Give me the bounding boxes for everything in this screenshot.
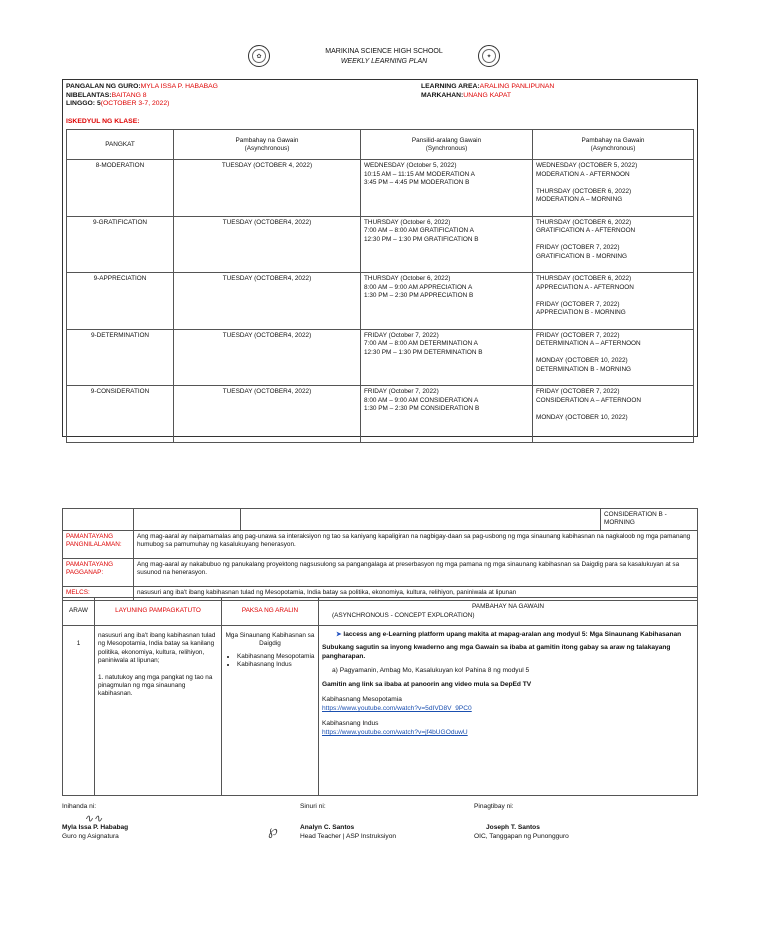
col-home-sync: Pambahay na Gawain (Asynchronous): [174, 130, 361, 160]
col-class-sync: Pansilid-aralang Gawain (Synchronous): [361, 130, 533, 160]
noter-name: Joseph T. Santos: [486, 824, 540, 831]
activities-table: [62, 597, 698, 796]
performance-standard-label: PAMANTAYANG PAGGANAP:: [63, 558, 134, 586]
activity-cell: ➤ Iaccess ang e-Learning platform upang makita at mapag-aralan ang modyul 5: Mga Sinaunang Kabihasanan Subukang sagutin sa inyong kwaderno ang mga Gawain sa ibaba at gamitin itong gabay sa araw ng talakayang pangharapan. a) Pagyamanin, Ambag Mo, Kasalukuyan ko! Pahina 8 ng modyul 5 Gamitin ang link sa ibaba at panoorin ang video mula sa DepEd TV Kabihasnang Mesopotamia https://www.youtube.com/watch?v=5dIVD8V_9PC0 Kabihasnang Indus https://www.youtube.com/watch?v=jf4bUGOduwU: [319, 626, 698, 796]
lesson-plan-table: [62, 508, 698, 601]
school-seal-left-icon: ✿: [248, 45, 270, 67]
section-name: 9-APPRECIATION: [67, 273, 174, 330]
learning-area: ARALING PANLIPUNAN: [479, 83, 555, 90]
home-async-times: WEDNESDAY (OCTOBER 5, 2022) MODERATION A - AFTERNOON THURSDAY (OCTOBER 6, 2022) MODERATION A – MORNING: [533, 160, 694, 217]
col-objective: LAYUNING PAMPAGKATUTO: [95, 598, 222, 626]
teacher-info: PANGALAN NG GURO:MYLA ISSA P. HABABAG NIBELANTAS:BAITANG 8 LINGGO: 5(OCTOBER 3-7, 2022): [66, 83, 218, 108]
grade-level: BAITANG 8: [111, 91, 147, 99]
day-number: 1: [63, 626, 95, 796]
section-name: 9-DETERMINATION: [67, 329, 174, 386]
class-sync-times: WEDNESDAY (October 5, 2022) 10:15 AM – 11:15 AM MODERATION A 3:45 PM – 4:45 PM MODERATION B: [361, 160, 533, 217]
indus-video-link[interactable]: https://www.youtube.com/watch?v=jf4bUGOduwU: [322, 729, 468, 736]
checked-by: Sinuri ni: Analyn C. Santos Head Teacher | ASP Instruksiyon: [300, 803, 397, 840]
checker-name: Analyn C. Santos: [300, 824, 355, 831]
home-sync-date: TUESDAY (OCTOBER4, 2022): [174, 216, 361, 273]
schedule-row: [67, 216, 694, 273]
home-sync-date: TUESDAY (OCTOBER4, 2022): [174, 386, 361, 443]
class-sync-times: FRIDAY (October 7, 2022) 8:00 AM – 9:00 AM CONSIDERATION A 1:30 PM – 2:30 PM CONSIDERATION B: [361, 386, 533, 443]
col-section: PANGKAT: [67, 130, 174, 160]
schedule-row: [67, 273, 694, 330]
home-async-times: THURSDAY (OCTOBER 6, 2022) APPRECIATION A - AFTERNOON FRIDAY (OCTOBER 7, 2022) APPRECIATION B - MORNING: [533, 273, 694, 330]
home-async-times: THURSDAY (OCTOBER 6, 2022) GRATIFICATION A - AFTERNOON FRIDAY (OCTOBER 7, 2022) GRATIFICATION B - MORNING: [533, 216, 694, 273]
melcs-label: MELCS:: [63, 586, 134, 600]
week-dates: (OCTOBER 3-7, 2022): [100, 100, 170, 108]
schedule-box: [62, 79, 698, 437]
objectives-cell: nasusuri ang iba't ibang kabihasnan tulad ng Mesopotamia, India batay sa kanilang politika, ekonomiya, kultura, relihiyon, paniniwala at lipunan; 1. natutukoy ang mga pangkat ng tao na pinagmulan ng mga sinaunang kabihasnan.: [95, 626, 222, 796]
home-async-times: FRIDAY (OCTOBER 7, 2022) CONSIDERATION A – AFTERNOON MONDAY (OCTOBER 10, 2022): [533, 386, 694, 443]
col-activity: PAMBAHAY NA GAWAIN (ASYNCHRONOUS - CONCEPT EXPLORATION): [319, 598, 698, 626]
home-async-times: FRIDAY (OCTOBER 7, 2022) DETERMINATION A – AFTERNOON MONDAY (OCTOBER 10, 2022) DETERMINATION B - MORNING: [533, 329, 694, 386]
teacher-name: MYLA ISSA P. HABABAG: [140, 83, 218, 90]
schedule-row: [67, 329, 694, 386]
col-home-async: Pambahay na Gawain (Asynchronous): [533, 130, 694, 160]
schedule-row: [67, 386, 694, 443]
topic-cell: Mga Sinaunang Kabihasnan sa Daigdig • Kabihasnang Mesopotamia • Kabihasnang Indus: [222, 626, 319, 796]
performance-standard: Ang mag-aaral ay nakabubuo ng panukalang proyektong nagsusulong sa pangangalaga at preserbasyon ng mga pamana ng mga sinaunang kabihasnan sa Daigdig para sa kasalukuyan at sa susunod na henerasyon.: [134, 558, 698, 586]
noted-by: Pinagtibay ni: Joseph T. Santos OIC, Tanggapan ng Punongguro: [474, 803, 569, 840]
signature-scribble-icon-2: ℘: [268, 822, 278, 838]
mesopotamia-video-link[interactable]: https://www.youtube.com/watch?v=5dIVD8V_9PC0: [322, 705, 472, 712]
col-topic: PAKSA NG ARALIN: [222, 598, 319, 626]
home-sync-date: TUESDAY (OCTOBER 4, 2022): [174, 160, 361, 217]
prepared-by: Inihanda ni: Myla Issa P. Hababag Guro ng Asignatura: [62, 803, 129, 840]
preparer-name: Myla Issa P. Hababag: [62, 824, 129, 831]
school-name: MARIKINA SCIENCE HIGH SCHOOL: [325, 48, 443, 55]
topic-list: • Kabihasnang Mesopotamia • Kabihasnang Indus: [225, 653, 315, 670]
schedule-row: [67, 160, 694, 217]
class-sync-times: THURSDAY (October 6, 2022) 8:00 AM – 9:00 AM APPRECIATION A 1:30 PM – 2:30 PM APPRECIATION B: [361, 273, 533, 330]
quarter: UNANG KAPAT: [463, 91, 512, 99]
class-sync-times: FRIDAY (October 7, 2022) 7:00 AM – 8:00 AM DETERMINATION A 12:30 PM – 1:30 PM DETERMINATION B: [361, 329, 533, 386]
section-name: 9-CONSIDERATION: [67, 386, 174, 443]
signature-scribble-icon: ∿∿: [84, 813, 103, 825]
home-sync-date: TUESDAY (OCTOBER4, 2022): [174, 273, 361, 330]
class-sync-times: THURSDAY (October 6, 2022) 7:00 AM – 8:00 AM GRATIFICATION A 12:30 PM – 1:30 PM GRATIFICATION B: [361, 216, 533, 273]
subject-info: LEARNING AREA:ARALING PANLIPUNAN MARKAHAN:UNANG KAPAT: [421, 83, 555, 99]
section-name: 9-GRATIFICATION: [67, 216, 174, 273]
pointer-icon: ➤: [336, 631, 344, 638]
content-standard: Ang mag-aaral ay naipamamalas ang pag-unawa sa interaksiyon ng tao sa kaniyang kapaligiran na nagbigay-daan sa pag-usbong ng mga sinaunang kabihasnan na nagkaloob ng mga pamanang humubog sa pamumuhay ng kasalukuyang henerasyon.: [134, 530, 698, 558]
col-day: ARAW: [63, 598, 95, 626]
schedule-label: ISKEDYUL NG KLASE:: [66, 118, 140, 125]
plan-title: WEEKLY LEARNING PLAN: [340, 58, 428, 65]
home-sync-date: TUESDAY (OCTOBER4, 2022): [174, 329, 361, 386]
content-standard-label: PAMANTAYANG PANGNILALAMAN:: [63, 530, 134, 558]
school-seal-right-icon: ✦: [478, 45, 500, 67]
section-name: 8-MODERATION: [67, 160, 174, 217]
document-header: [0, 47, 768, 67]
melcs-text: nasusuri ang iba't ibang kabihasnan tulad ng Mesopotamia, India batay sa politika, ekonomiya, kultura, relihiyon, paniniwala at lipunan: [134, 586, 698, 600]
schedule-table: [66, 129, 694, 443]
carry-over-cell: CONSIDERATION B - MORNING: [601, 509, 698, 531]
